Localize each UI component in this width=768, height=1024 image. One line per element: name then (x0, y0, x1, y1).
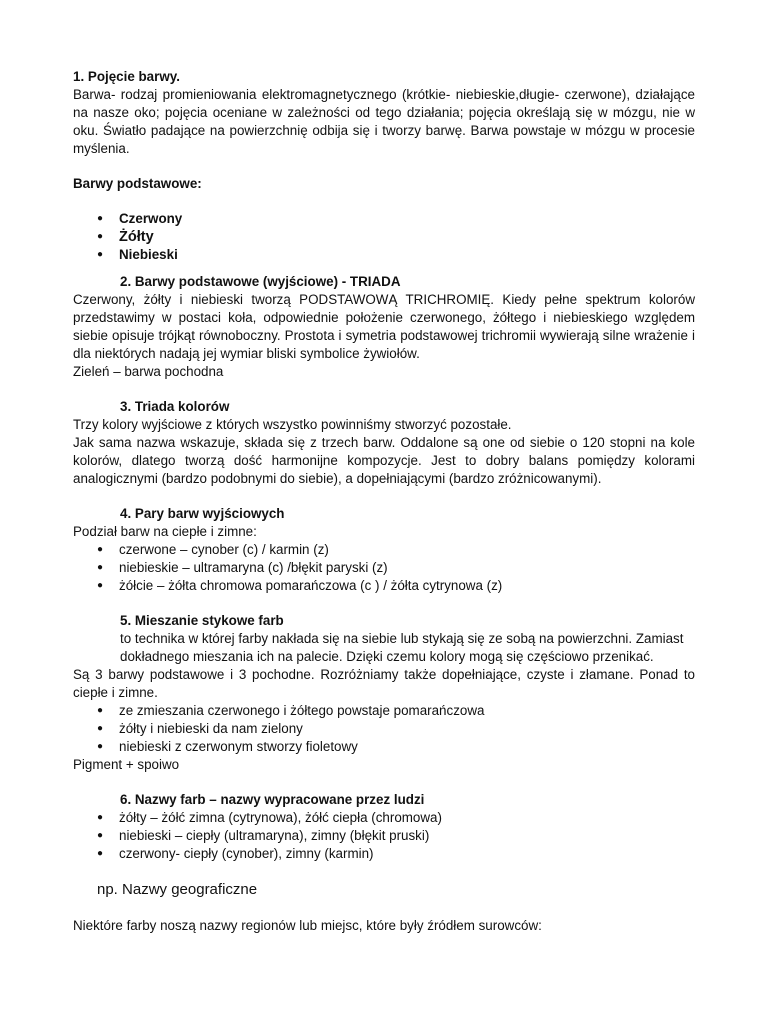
document-content (73, 68, 695, 935)
section-4-title: 4. Pary barw wyjściowych (120, 506, 285, 521)
list-item: ● ze zmieszania czerwonego i żółtego powstaje pomarańczowa (73, 702, 695, 720)
list-item: ● niebieskie – ultramaryna (c) /błękit paryski (z) (73, 559, 695, 577)
list-item: ● Niebieski (73, 246, 695, 264)
section-5-text: Są 3 barwy podstawowe i 3 pochodne. Rozróżniamy także dopełniające, czyste i złamane. Ponad to ciepłe i zimne. (73, 667, 695, 700)
section-5-title: 5. Mieszanie stykowe farb (120, 613, 284, 628)
section-6-last: Niektóre farby noszą nazwy regionów lub miejsc, które były źródłem surowców: (73, 918, 542, 933)
list-item: ● Czerwony (73, 210, 695, 228)
section-6-title: 6. Nazwy farb – nazwy wypracowane przez ludzi (120, 792, 425, 807)
list-item: ● żółty – żółć zimna (cytrynowa), żółć ciepła (chromowa) (73, 809, 695, 827)
list-item: ● czerwone – cynober (c) / karmin (z) (73, 541, 695, 559)
section-3-text-1: Trzy kolory wyjściowe z których wszystko powinniśmy stworzyć pozostałe. (73, 417, 512, 432)
section-4-intro: Podział barw na ciepłe i zimne: (73, 524, 257, 539)
section-2-text: Czerwony, żółty i niebieski tworzą PODSTAWOWĄ TRICHROMIĘ. Kiedy pełne spektrum kolorów przedstawimy w postaci koła, odpowiednie położenie czerwonego, żółtego i niebieskiego względem siebie opisuje trójkąt równoboczny. Prostota i symetria podstawowej trichromii wywierają silne wrażenie i dla niektórych nadają jej wymiar bliski symbolice żywiołów. (73, 292, 695, 361)
section-4-list (73, 541, 695, 595)
list-item: ● Żółty (73, 228, 695, 246)
list-item: ● żółcie – żółta chromowa pomarańczowa (c ) / żółta cytrynowa (z) (73, 577, 695, 595)
section-3-title: 3. Triada kolorów (120, 399, 230, 414)
section-2-title: 2. Barwy podstawowe (wyjściowe) - TRIADA (120, 274, 401, 289)
list-item: ● żółty i niebieski da nam zielony (73, 720, 695, 738)
section-6-list (73, 809, 695, 863)
section-3-text-2: Jak sama nazwa wskazuje, składa się z trzech barw. Oddalone są one od siebie o 120 stopni na kole kolorów, dlatego tworzą dość harmonijne kompozycje. Jest to dobry balans pomiędzy kolorami analogicznymi (bardzo podobnymi do siebie), a dopełniającymi (bardzo zróżnicowanymi). (73, 435, 695, 486)
section-5-indented-text: to technika w której farby nakłada się na siebie lub stykają się ze sobą na powierzchni. Zamiast dokładnego mieszania ich na palecie. Dzięki czemu kolory mogą się częściowo przenikać. (120, 631, 684, 664)
section-6-np: np. Nazwy geograficzne (97, 881, 258, 898)
section-1-text: Barwa- rodzaj promieniowania elektromagnetycznego (krótkie- niebieskie,długie- czerwone), działające na nasze oko; pojęcia oceniane w zależności od tego działania; pojęcia określają się w mózgu, nie w oku. Światło padające na powierzchnię odbija się i tworzy barwę. Barwa powstaje w mózgu w procesie myślenia. (73, 87, 695, 156)
section-5-list (73, 702, 695, 756)
list-item: ● czerwony- ciepły (cynober), zimny (karmin) (73, 845, 695, 863)
section-5-footer: Pigment + spoiwo (73, 757, 180, 772)
primary-colors-list (73, 210, 695, 264)
list-item: ● niebieski – ciepły (ultramaryna), zimny (błękit pruski) (73, 827, 695, 845)
section-2-extra: Zieleń – barwa pochodna (73, 364, 224, 379)
list-item: ● niebieski z czerwonym stworzy fioletowy (73, 738, 695, 756)
primary-colors-label: Barwy podstawowe: (73, 176, 202, 191)
section-1-title: 1. Pojęcie barwy. (73, 69, 180, 84)
